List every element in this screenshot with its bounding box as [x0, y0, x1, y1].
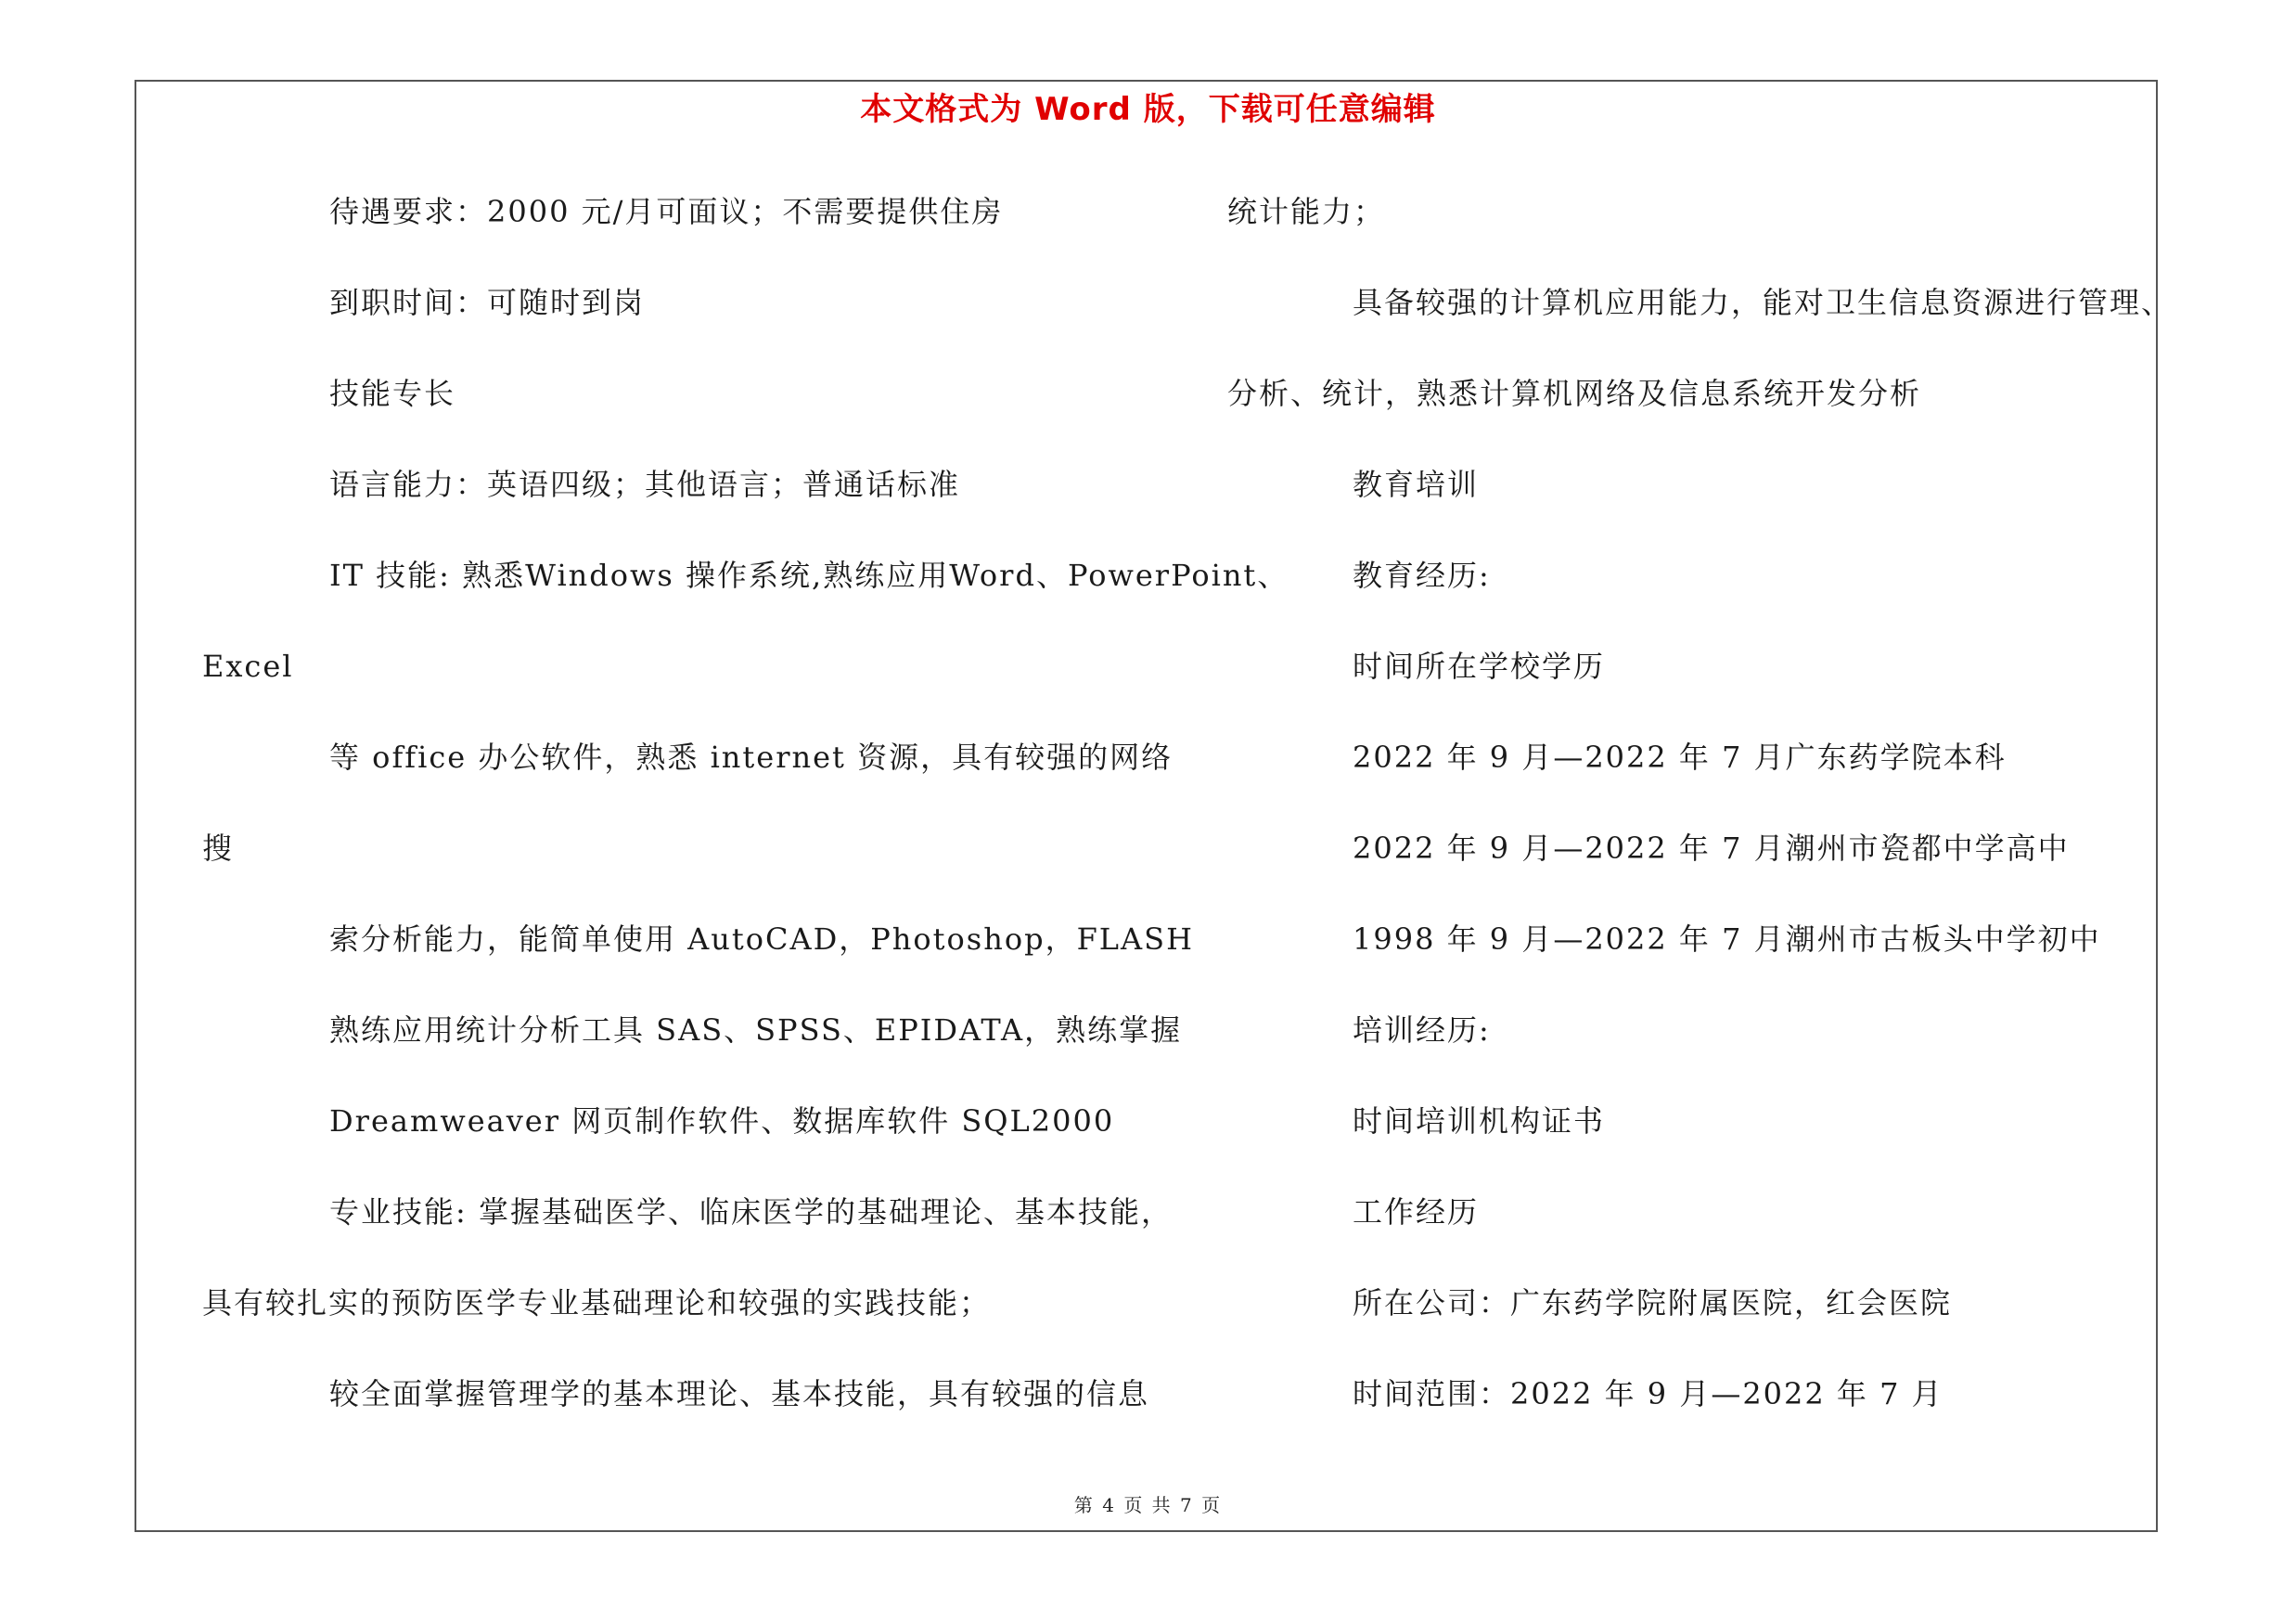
page-number: 第 4 页 共 7 页 [1073, 1494, 1223, 1516]
it-skill: IT 技能: 熟悉Windows 操作系统,熟练应用Word、PowerPoint、 [329, 558, 1289, 593]
office-skill: 等 office 办公软件，熟悉 internet 资源，具有较强的网络 [329, 740, 1174, 775]
salary-requirement: 待遇要求：2000 元/月可面议；不需要提供住房 [329, 194, 1004, 229]
management-skill: 较全面掌握管理学的基本理论、基本技能，具有较强的信息 [329, 1376, 1150, 1411]
banner-title: 本文格式为 Word 版，下载可任意编辑 [860, 91, 1436, 128]
training-columns: 时间培训机构证书 [1353, 1103, 1606, 1139]
skills-heading: 技能专长 [329, 376, 456, 411]
work-time-range: 时间范围：2022 年 9 月—2022 年 7 月 [1353, 1376, 1943, 1411]
education-entry-university: 2022 年 9 月—2022 年 7 月广东药学院本科 [1353, 740, 2007, 775]
statistics-tools-skill: 熟练应用统计分析工具 SAS、SPSS、EPIDATA，熟练掌握 [329, 1012, 1183, 1048]
start-date: 到职时间：可随时到岗 [329, 285, 646, 320]
management-skill-continued: 统计能力； [1227, 194, 1386, 229]
computer-skill: 具备较强的计算机应用能力，能对卫生信息资源进行管理、 [1353, 285, 2174, 320]
web-database-skill: Dreamweaver 网页制作软件、数据库软件 SQL2000 [329, 1103, 1115, 1139]
work-history-heading: 工作经历 [1353, 1194, 1480, 1230]
education-entry-middle-school: 1998 年 9 月—2022 年 7 月潮州市古板头中学初中 [1353, 921, 2101, 957]
professional-skill-continued: 具有较扎实的预防医学专业基础理论和较强的实践技能； [202, 1285, 992, 1320]
education-training-heading: 教育培训 [1353, 467, 1480, 502]
work-company: 所在公司：广东药学院附属医院，红会医院 [1353, 1285, 1953, 1320]
education-history-heading: 教育经历: [1353, 558, 1491, 593]
design-software-skill: 索分析能力，能简单使用 AutoCAD，Photoshop，FLASH [329, 921, 1194, 957]
it-skill-continued: Excel [202, 649, 294, 684]
language-skill: 语言能力：英语四级；其他语言；普通话标准 [329, 467, 961, 502]
computer-skill-continued: 分析、统计，熟悉计算机网络及信息系统开发分析 [1227, 376, 1922, 411]
training-history-heading: 培训经历: [1353, 1012, 1491, 1048]
office-skill-continued: 搜 [202, 831, 235, 866]
education-entry-high-school: 2022 年 9 月—2022 年 7 月潮州市瓷都中学高中 [1353, 831, 2070, 866]
professional-skill: 专业技能: 掌握基础医学、临床医学的基础理论、基本技能， [329, 1194, 1173, 1230]
education-columns: 时间所在学校学历 [1353, 649, 1606, 684]
